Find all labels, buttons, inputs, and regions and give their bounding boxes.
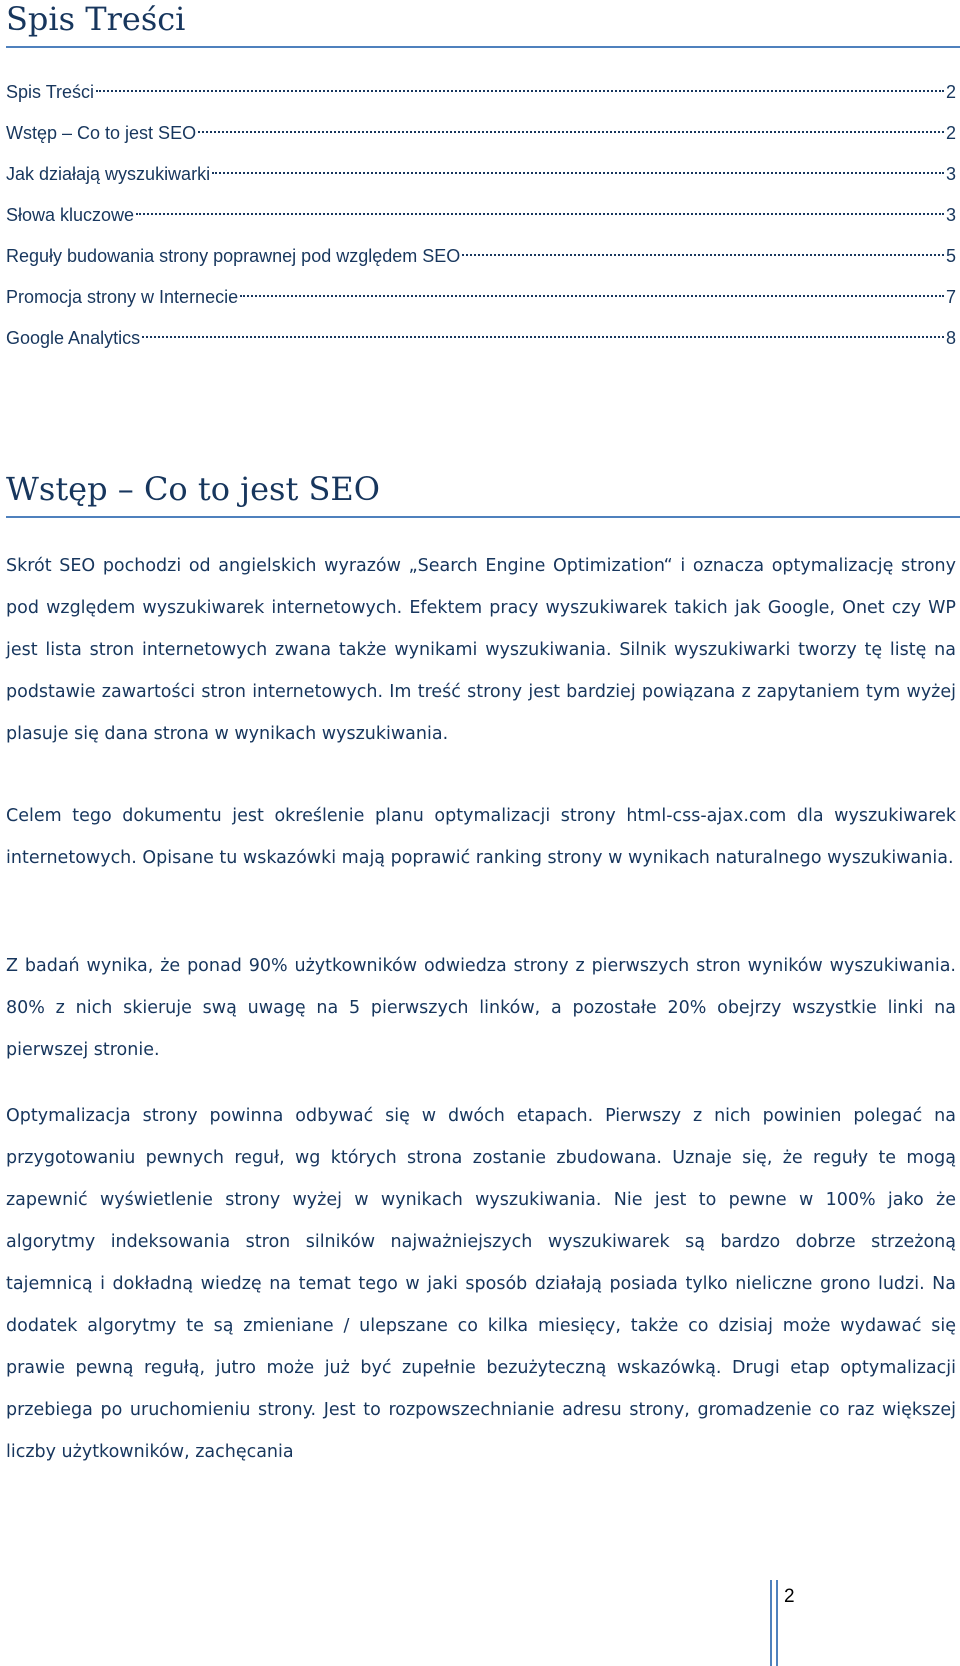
- toc-leader-dots: [240, 295, 944, 297]
- toc-entry[interactable]: [6, 277, 956, 318]
- toc-entry-label: Promocja strony w Internecie: [6, 287, 239, 307]
- toc-entry-label: Słowa kluczowe: [6, 205, 135, 225]
- toc-entry-label: Reguły budowania strony poprawnej pod względem SEO: [6, 246, 461, 266]
- toc-entry[interactable]: [6, 154, 956, 195]
- toc-entry-page: 3: [945, 205, 956, 225]
- toc-entry[interactable]: [6, 113, 956, 154]
- toc-leader-dots: [212, 172, 944, 174]
- toc-entry-label: Wstęp – Co to jest SEO: [6, 123, 197, 143]
- footer-divider: [770, 1580, 778, 1666]
- toc-entry-page: 8: [945, 328, 956, 348]
- toc-entry[interactable]: [6, 72, 956, 113]
- toc-entry[interactable]: [6, 318, 956, 359]
- toc-leader-dots: [462, 254, 944, 256]
- intro-paragraph: Z badań wynika, że ponad 90% użytkowników odwiedza strony z pierwszych stron wyników wyszukiwania. 80% z nich skieruje swą uwagę na 5 pierwszych linków, a pozostałe 20% obejrzy wszystkie linki na pierwszej stronie.: [6, 956, 956, 1060]
- page-number: 2: [784, 1586, 795, 1607]
- table-of-contents: [6, 72, 956, 359]
- toc-leader-dots: [96, 90, 944, 92]
- intro-paragraph: Skrót SEO pochodzi od angielskich wyrazów „Search Engine Optimization“ i oznacza optymalizację strony pod względem wyszukiwarek internetowych. Efektem pracy wyszukiwarek takich jak Google, Onet czy WP jest lista stron internetowych zwana także wynikami wyszukiwania. Silnik wyszukiwarki tworzy tę listę na podstawie zawartości stron internetowych. Im treść strony jest bardziej powiązana z zapytaniem tym wyżej plasuje się dana strona w wynikach wyszukiwania.: [6, 556, 956, 744]
- toc-entry[interactable]: [6, 236, 956, 277]
- toc-entry-label: Jak działają wyszukiwarki: [6, 164, 211, 184]
- toc-entry-page: 2: [945, 82, 956, 102]
- toc-leader-dots: [198, 131, 944, 133]
- intro-paragraph: Optymalizacja strony powinna odbywać się w dwóch etapach. Pierwszy z nich powinien polegać na przygotowaniu pewnych reguł, wg których strona zostanie zbudowana. Uznaje się, że reguły te mogą zapewnić wyświetlenie strony wyżej w wynikach wyszukiwania. Nie jest to pewne w 100% jako że algorytmy indeksowania stron silników najważniejszych wyszukiwarek są bardzo dobrze strzeżoną tajemnicą i dokładną wiedzę na temat tego w jaki sposób działają posiada tylko nieliczne grono ludzi. Na dodatek algorytmy te są zmieniane / ulepszane co kilka miesięcy, także co dzisiaj może wydawać się prawie pewną regułą, jutro może już być zupełnie bezużyteczną wskazówką. Drugi etap optymalizacji przebiega po uruchomieniu strony. Jest to rozpowszechnianie adresu strony, gromadzenie co raz większej liczby użytkowników, zachęcania: [6, 1106, 956, 1462]
- intro-paragraph: Celem tego dokumentu jest określenie planu optymalizacji strony html-css-ajax.com dla wyszukiwarek internetowych. Opisane tu wskazówki mają poprawić ranking strony w wynikach naturalnego wyszukiwania.: [6, 806, 956, 868]
- toc-entry-page: 5: [945, 246, 956, 266]
- toc-entry[interactable]: [6, 195, 956, 236]
- toc-entry-page: 2: [945, 123, 956, 143]
- toc-entry-page: 7: [945, 287, 956, 307]
- toc-entry-label: Spis Treści: [6, 82, 95, 102]
- toc-entry-label: Google Analytics: [6, 328, 141, 348]
- toc-leader-dots: [142, 336, 944, 338]
- toc-heading: Spis Treści: [6, 0, 960, 48]
- intro-heading: Wstęp – Co to jest SEO: [6, 470, 960, 518]
- toc-leader-dots: [136, 213, 944, 215]
- toc-entry-page: 3: [945, 164, 956, 184]
